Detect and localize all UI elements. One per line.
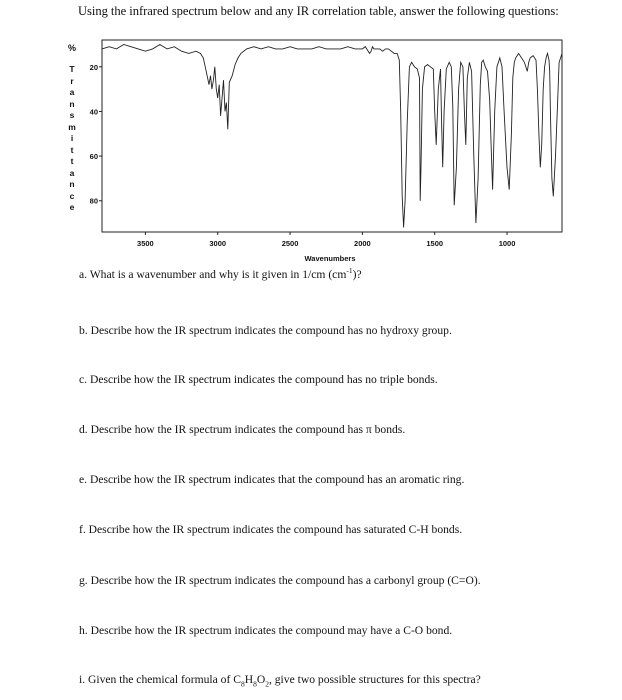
x-axis-label: Wavenumbers — [304, 254, 356, 263]
question-h: h. Describe how the IR spectrum indicates the compound may have a C-O bond. — [79, 624, 453, 637]
formula-sub-o: 2 — [265, 679, 269, 689]
question-b: b. Describe how the IR spectrum indicates the compound has no hydroxy group. — [79, 324, 452, 337]
y-axis-label-letter: c — [69, 190, 75, 201]
y-axis-label-letter: m — [68, 121, 76, 132]
y-axis-label-letter: e — [69, 202, 75, 212]
question-d: d. Describe how the IR spectrum indicates the compound has π bonds. — [79, 423, 406, 436]
question-a-tail: )? — [352, 267, 362, 281]
y-axis-label-letter: r — [70, 75, 74, 86]
y-axis-label-letter: t — [70, 144, 74, 155]
formula-sub-h: 8 — [253, 679, 257, 689]
question-c: c. Describe how the IR spectrum indicates the compound has no triple bonds. — [79, 373, 438, 386]
y-tick-label: 60 — [89, 152, 98, 162]
question-f: f. Describe how the IR spectrum indicates the compound has saturated C-H bonds. — [79, 523, 463, 536]
y-tick-label: 20 — [89, 62, 98, 72]
question-a-text: a. What is a wavenumber and why is it given in 1/cm (cm — [79, 267, 347, 281]
y-tick-label: 80 — [89, 196, 98, 206]
question-e: e. Describe how the IR spectrum indicates that the compound has an aromatic ring. — [79, 473, 465, 486]
y-axis-label-letter: a — [69, 167, 75, 178]
y-axis-percent-symbol: % — [68, 43, 77, 53]
x-tick-label: 1000 — [498, 239, 516, 248]
x-tick-label: 3500 — [137, 239, 154, 248]
ir-spectrum-chart — [80, 34, 570, 266]
y-axis-label-letter: t — [70, 156, 74, 166]
y-axis-label-letter: n — [69, 98, 75, 109]
instruction-text: Using the infrared spectrum below and any IR correlation table, answer the following questions: — [78, 4, 559, 18]
y-axis-label — [67, 64, 77, 214]
y-axis-label-letter: s — [69, 110, 75, 120]
spectrum-trace — [102, 45, 562, 228]
plot-frame — [102, 40, 562, 232]
y-axis-label-letter: T — [69, 64, 75, 74]
question-g: g. Describe how the IR spectrum indicates the compound has a carbonyl group (C=O). — [79, 574, 481, 587]
x-tick-label: 2000 — [354, 239, 371, 248]
y-axis-label-letter: a — [69, 87, 75, 97]
question-i-tail: , give two possible structures for this spectra? — [268, 673, 481, 686]
question-a — [79, 266, 362, 281]
question-i-text: i. Given the chemical formula of C — [79, 673, 241, 686]
question-a-superscript: -1 — [346, 266, 353, 275]
y-axis-label-letter: n — [69, 179, 75, 189]
formula-h: H — [244, 673, 254, 686]
formula-o: O — [256, 673, 266, 686]
y-tick-label: 40 — [89, 107, 98, 117]
question-i — [79, 673, 481, 688]
x-tick-label: 3000 — [209, 239, 227, 248]
x-tick-label: 2500 — [281, 239, 299, 248]
formula-sub-c: 8 — [240, 679, 245, 689]
y-axis-label-letter: i — [70, 133, 74, 143]
x-tick-label: 1500 — [426, 239, 444, 248]
